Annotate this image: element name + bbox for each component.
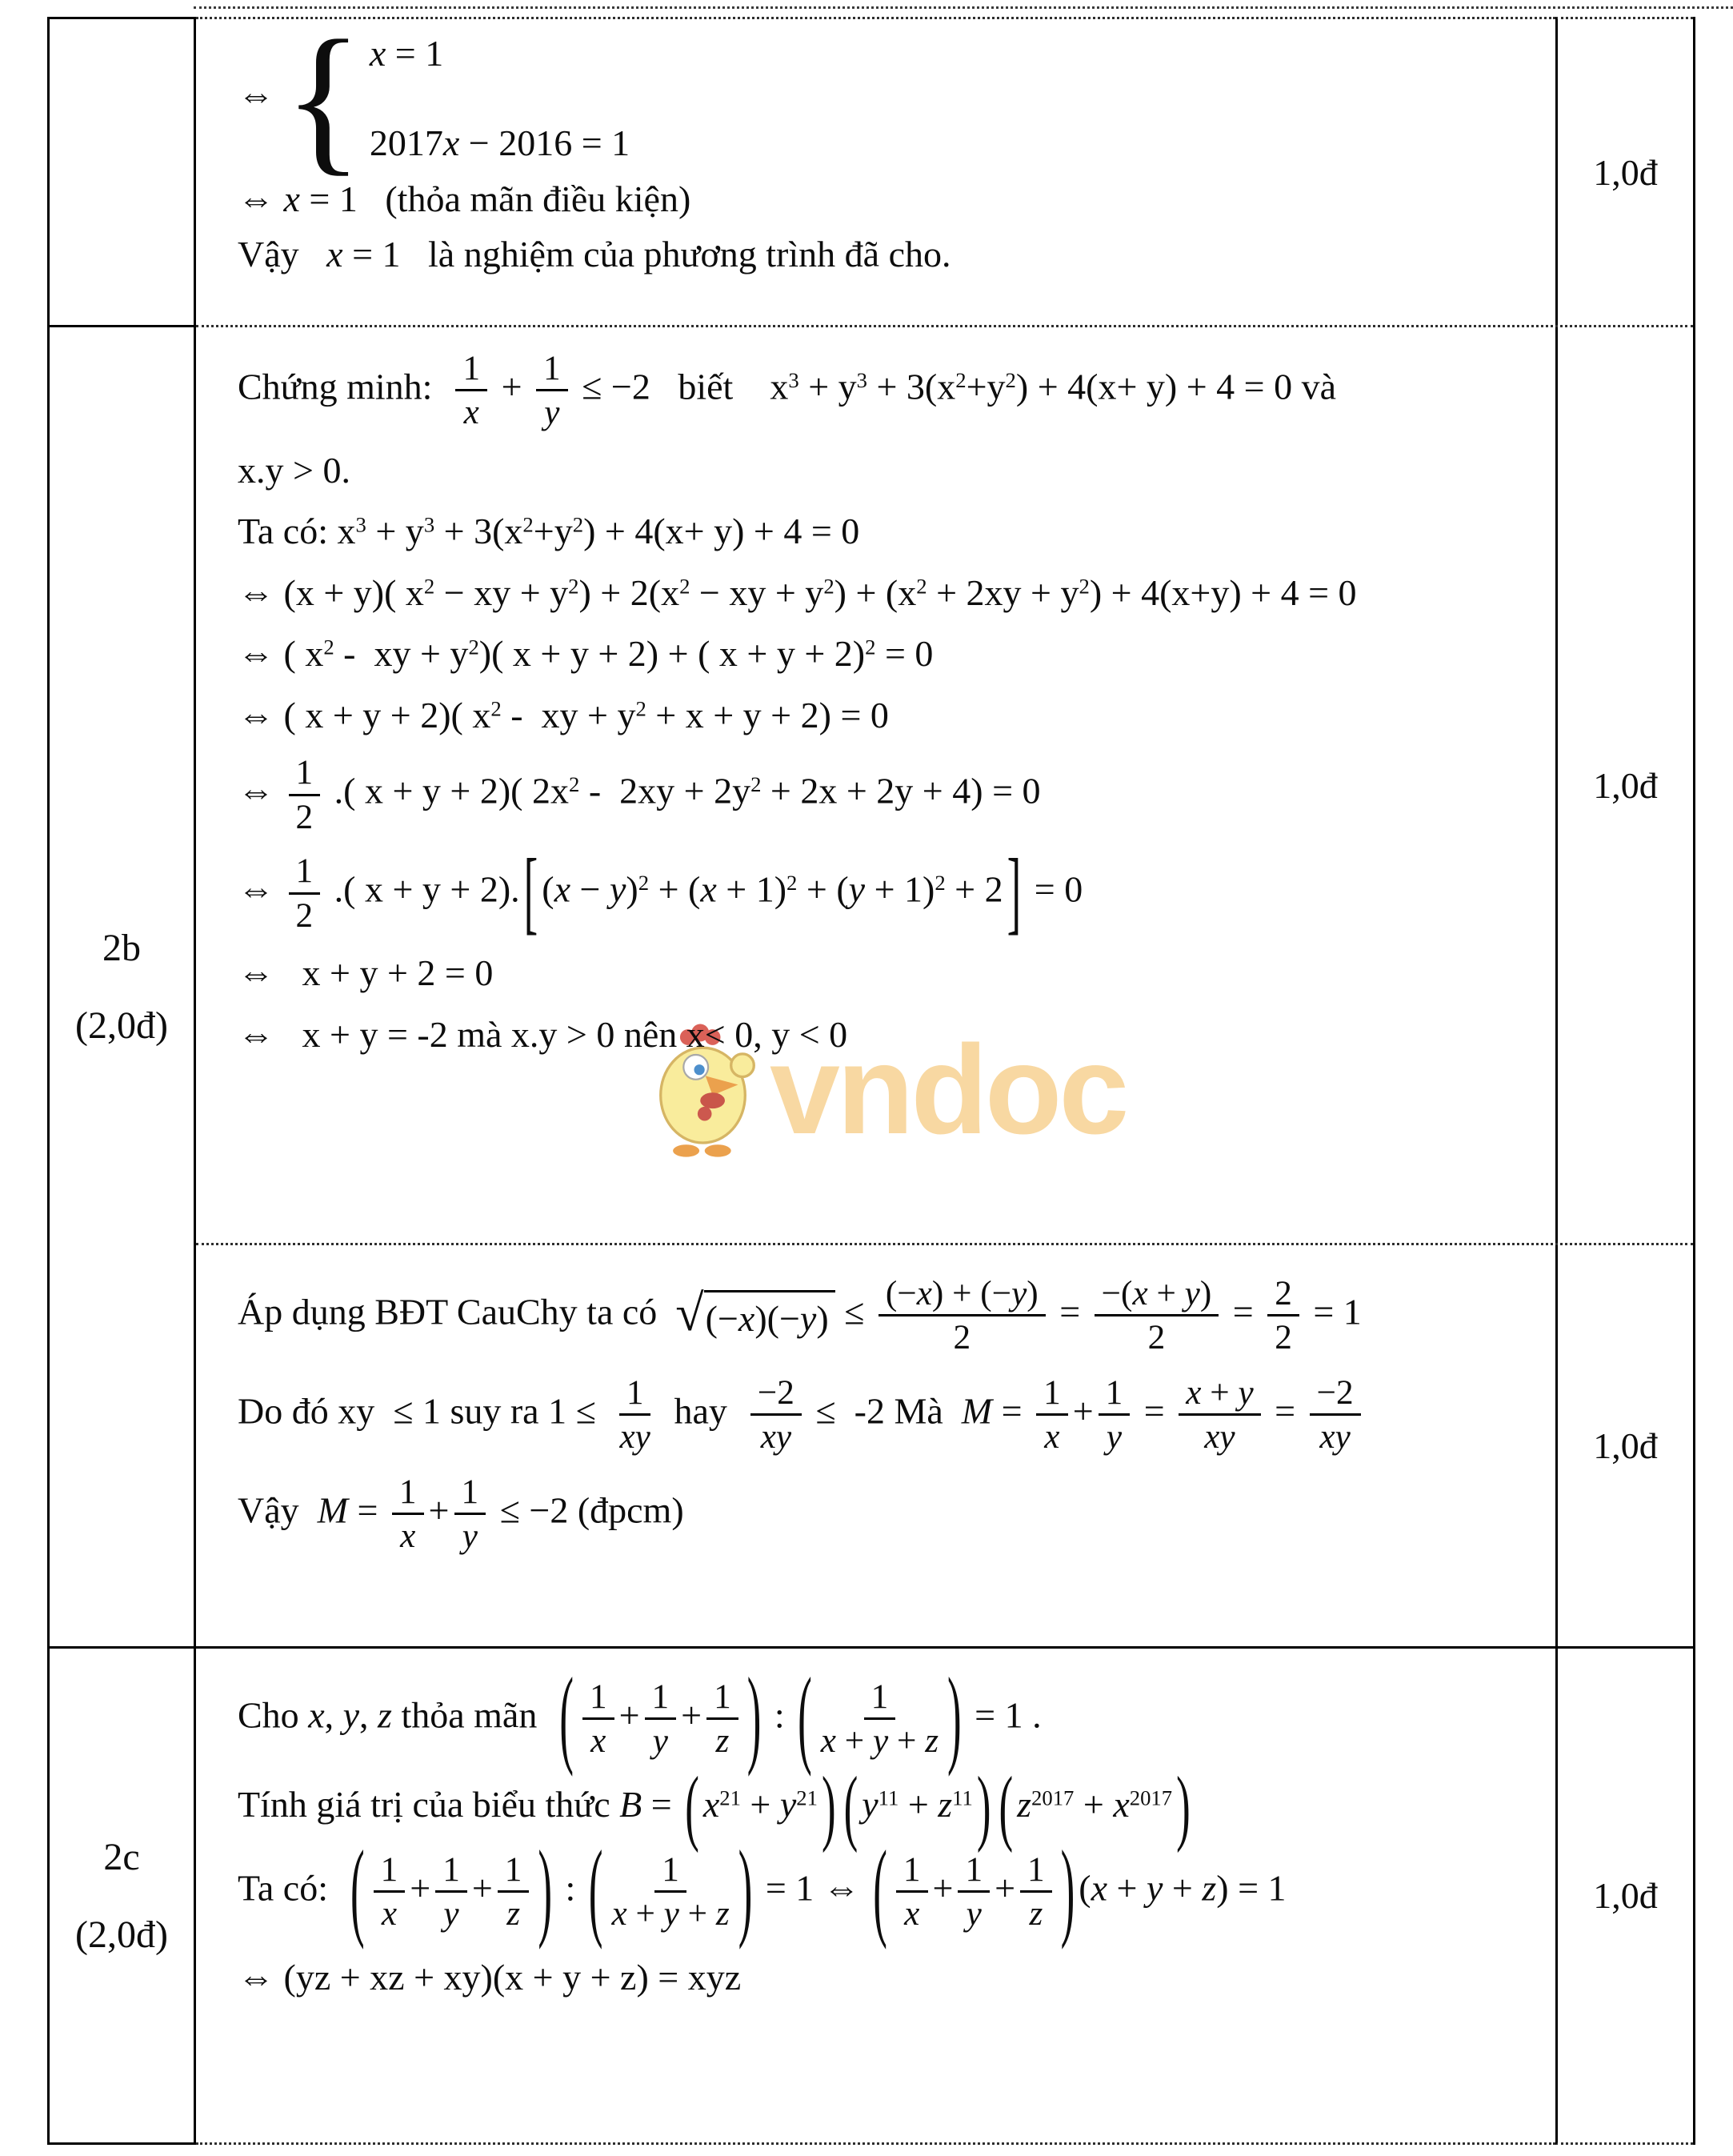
stretched-delimiter: ) [947,1657,962,1779]
math-line: Vậy x = 1 là nghiệm của phương trình đã cho. [238,234,951,275]
math-line: ⇔ { x = 1 2017x − 2016 = 1 [238,6,630,190]
math-line: ⇔ (yz + xz + xy)(x + y + z) = xyz [238,1956,742,1998]
math-line: ⇔ ( $x^2$ - xy + $y^2$)( x + y + 2) + ( x + y + 2)$^2$ = 0 [238,633,934,675]
solution-content-cell [196,327,1555,1243]
math-line: Áp dụng BĐT CauChy ta có √ (−x)(−y) ≤ $\frac{(-x) + (-y)}{2}$ = $\frac{-(x + y)}{2}$ = $\frac{2}{2}$ = 1 [238,1274,1362,1357]
math-line: ⇔ x + y = -2 mà x.y > 0 nên x< 0, y < 0 [238,1013,848,1055]
page-break-dashes [194,6,1733,9]
stretched-delimiter: ) [976,1761,991,1854]
math-line: Cho x, y, z thỏa mãn ( $\frac{1}{x}$ + $\frac{1}{y}$ + $\frac{1}{z}$ ) : ( $\frac{1}{x + y + z}$ ) = 1 . [238,1657,1042,1779]
stretched-delimiter: ) [1176,1761,1191,1854]
stretched-delimiter: ] [1007,841,1022,944]
problem-points: (2,0đ) [75,1004,168,1047]
solution-content-cell [196,1649,1555,2145]
math-line: Chứng minh: $\frac{1}{x}$ + $\frac{1}{y}$ ≤ −2 biết $x^3 + y^3 + 3(x^2+y^2) + 4(x+ y) + 4 = 0$ và [238,349,1337,432]
math-line: ⇔ x + y + 2 = 0 [238,952,494,994]
math-line: Ta có: ( $\frac{1}{x}$ + $\frac{1}{y}$ + $\frac{1}{z}$ ) : ( $\frac{1}{x + y + z}$ ) = 1 ⇔ ( $\frac{1}{x}$ + $\frac{1}{y}$ + $\frac{1}{z}$ ) (x + y + z) = 1 [238,1830,1287,1951]
fraction: $\frac{1}{y}$ [536,349,568,432]
fraction: $\frac{1}{z}$ [706,1677,738,1761]
solution-table [47,6,1695,2145]
stretched-delimiter: ) [821,1761,836,1854]
problem-points: (2,0đ) [75,1913,168,1956]
stretched-delimiter: ( [350,1830,365,1951]
sqrt-radical: √ (−x)(−y) [675,1290,834,1342]
stretched-delimiter: ) [1060,1830,1075,1951]
math-line: ⇔ ( x + y + 2)( $x^2$ - xy + $y^2 + x + y + 2) = 0$ [238,694,889,735]
score-cell: 1,0đ [1555,327,1693,1243]
stretched-delimiter: ( [588,1830,603,1951]
fraction: $\frac{(-x) + (-y)}{2}$ [879,1274,1046,1357]
equation-system: { x = 1 2017x − 2016 = 1 [283,6,630,190]
stretched-delimiter: ( [685,1761,699,1854]
fraction: $\frac{1}{z}$ [1020,1850,1052,1934]
score-cell: 1,0đ [1555,1245,1693,1646]
score-cell: 1,0đ [1555,17,1693,325]
fraction: $\frac{2}{2}$ [1267,1274,1299,1357]
math-line: ⇔ $\frac{1}{2}$ .( x + y + 2).[ $(x - y)^2 + (x + 1)^2 + (y + 1)^2 + 2] = 0$ [238,841,1083,944]
solution-subrow [196,1243,1693,1646]
stretched-delimiter: ( [559,1657,574,1779]
math-line: ⇔ x = 1 (thỏa mãn điều kiện) [238,178,691,219]
fraction: $\frac{1}{2}$ [289,753,321,836]
math-line: Ta có: $x^3 + y^3 + 3(x^2+y^2) + 4(x+ y) + 4 = 0$ [238,511,860,552]
fraction: $\frac{1}{x + y + z}$ [611,1849,730,1934]
solution-content-cell [196,1245,1555,1646]
fraction: $\frac{1}{y}$ [435,1850,467,1934]
table-row-2b [50,325,1693,1646]
math-line: ⇔ (x + y)( $x^2$ − xy + $y^2) + 2(x^2$ − xy + $y^2) + (x^2 + 2xy + y^2) + 4(x+y) + 4 = 0$ [238,571,1357,613]
stretched-delimiter: ) [738,1830,753,1951]
fraction: $\frac{1}{y}$ [1099,1373,1131,1457]
fraction: $\frac{1}{x}$ [455,349,487,432]
fraction: $\frac{1}{x}$ [392,1473,424,1556]
math-line: Vậy M = $\frac{1}{x}$ + $\frac{1}{y}$ ≤ −2 (đpcm) [238,1472,684,1556]
fraction: $\frac{-(x + y)}{2}$ [1095,1274,1219,1357]
fraction: $\frac{1}{x}$ [582,1677,614,1761]
fraction: $\frac{1}{z}$ [498,1850,530,1934]
stretched-delimiter: ) [538,1830,553,1951]
fraction: $\frac{1}{y}$ [454,1473,486,1556]
solution-subrow [196,327,1693,1243]
fraction: $\frac{1}{x}$ [896,1850,928,1934]
score-cell: 1,0đ [1555,1649,1693,2145]
problem-id: 2b [102,927,141,969]
problem-label-cell [50,1649,196,2145]
fraction: $\frac{1}{y}$ [645,1677,677,1761]
fraction: $\frac{x + y}{xy}$ [1179,1373,1260,1457]
math-line: Do đó xy ≤ 1 suy ra 1 ≤ $\frac{1}{xy}$ hay $\frac{-2}{xy}$ ≤ -2 Mà M = $\frac{1}{x}$ + $\frac{1}{y}$ = $\frac{x + y}{xy}$ = $\frac{-2}{xy}$ [238,1373,1543,1457]
math-line: ⇔ $\frac{1}{2}$ .( x + y + 2)( $2x^2 - 2xy + 2y^2 + 2x + 2y + 4) = 0$ [238,753,1041,836]
problem-id: 2c [103,1835,140,1878]
stretched-delimiter: ( [873,1830,887,1951]
math-line: x.y > 0. [238,449,350,491]
stretched-delimiter: ( [843,1761,858,1854]
vndoc-logo-text: vndoc [770,1020,1127,1160]
table-row-2c [50,1646,1693,2145]
problem-label-cell [50,325,196,1646]
math-line: Tính giá trị của biểu thức B = ( $x^{21} + y^{21}$) ( $y^{11} + z^{11}$) ( $z^{2017} + x^{2017}$) [238,1761,1191,1854]
fraction: $\frac{1}{x}$ [374,1850,406,1934]
fraction: $\frac{1}{x + y + z}$ [820,1677,939,1761]
fraction: $\frac{1}{x}$ [1036,1373,1068,1457]
solution-content-cell [196,6,1555,325]
stretched-delimiter: ( [798,1657,812,1779]
fraction: $\frac{1}{xy}$ [619,1373,650,1457]
stretched-delimiter: ) [746,1657,762,1779]
problem-label-cell-empty [50,17,196,325]
stretched-delimiter: ( [999,1761,1014,1854]
fraction: $\frac{1}{y}$ [958,1850,990,1934]
fraction: $\frac{1}{2}$ [289,852,321,935]
solution-column [196,325,1693,1646]
stretched-delimiter: [ [523,841,538,944]
fraction: $\frac{-2}{xy}$ [750,1373,802,1457]
fraction: $\frac{-2}{xy}$ [1310,1373,1361,1457]
table-row-2a-continued [50,6,1693,325]
